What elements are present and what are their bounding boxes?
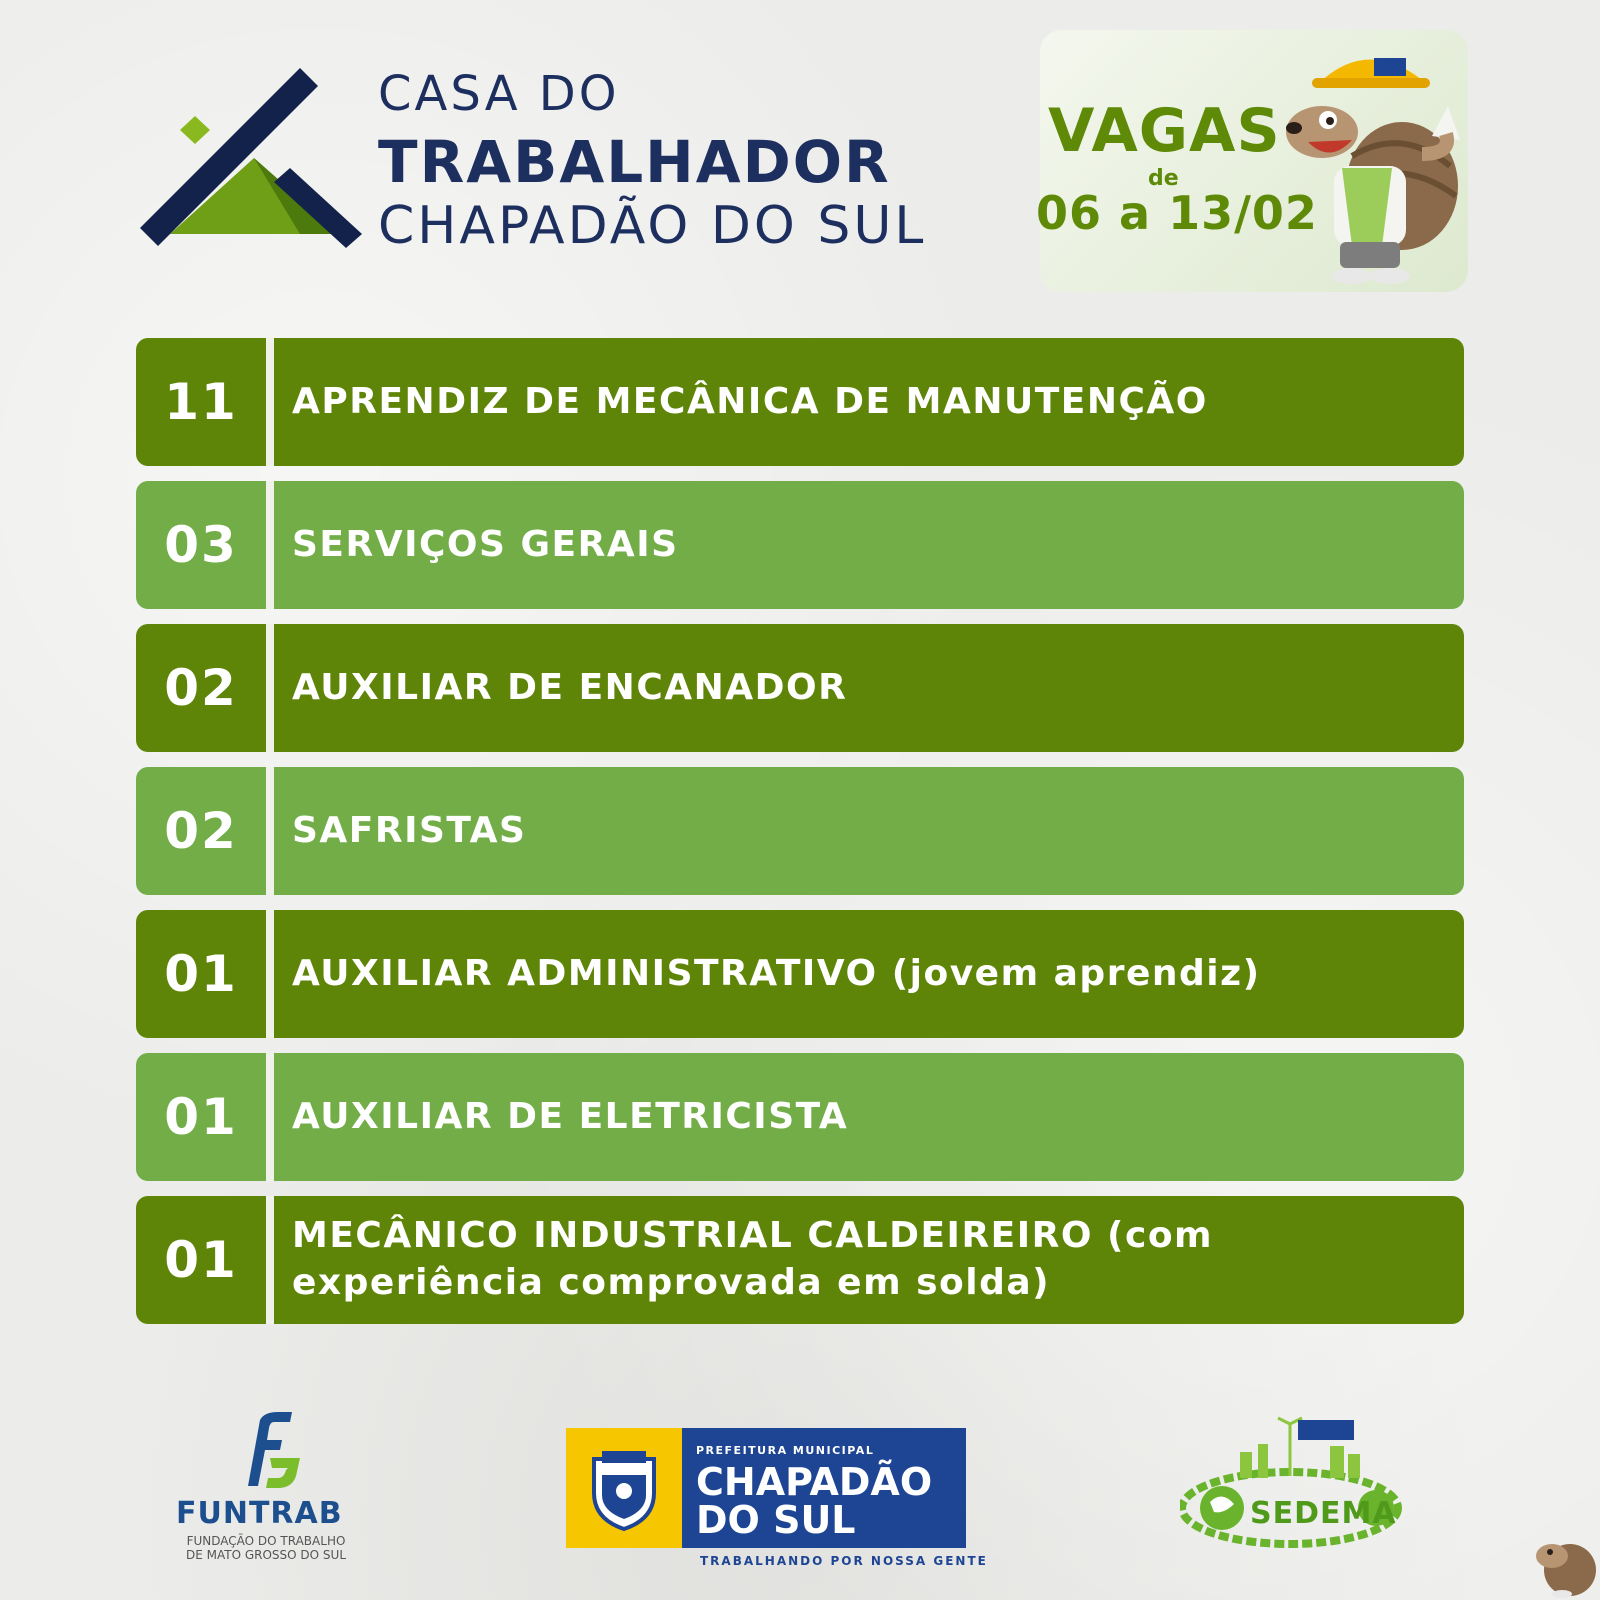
job-divider xyxy=(266,910,274,1038)
prefeitura-name-line2: DO SUL xyxy=(696,1498,856,1542)
job-row xyxy=(136,910,1464,1038)
sedema-logo-icon xyxy=(1180,1416,1430,1556)
municipal-crest-icon xyxy=(584,1445,664,1531)
job-divider xyxy=(266,338,274,466)
prefeitura-name-line1: CHAPADÃO xyxy=(696,1460,933,1504)
prefeitura-slogan: TRABALHANDO POR NOSSA GENTE xyxy=(700,1554,988,1568)
vagas-title: VAGAS xyxy=(1048,96,1281,166)
prefeitura-logo xyxy=(566,1428,966,1548)
armadillo-mascot-icon xyxy=(1282,36,1472,288)
job-list xyxy=(136,338,1464,1339)
armadillo-corner-icon xyxy=(1530,1520,1600,1600)
prefeitura-label: PREFEITURA MUNICIPAL xyxy=(696,1444,875,1457)
job-title: APRENDIZ DE MECÂNICA DE MANUTENÇÃO xyxy=(292,380,1208,422)
job-title-wrap xyxy=(274,624,1464,752)
funtrab-logo-icon xyxy=(226,1410,306,1490)
job-quantity: 02 xyxy=(164,659,238,717)
job-title: SAFRISTAS xyxy=(292,809,527,851)
job-title: MECÂNICO INDUSTRIAL CALDEIREIRO xyxy=(292,1215,1093,1257)
job-quantity: 11 xyxy=(164,373,238,431)
job-divider xyxy=(266,1053,274,1181)
prefeitura-crest-area xyxy=(566,1428,682,1548)
job-title: AUXILIAR DE ELETRICISTA xyxy=(292,1095,849,1137)
job-note: (jovem aprendiz) xyxy=(891,952,1261,994)
job-title-wrap xyxy=(274,910,1464,1038)
job-title-wrap xyxy=(274,481,1464,609)
job-quantity: 02 xyxy=(164,802,238,860)
job-quantity: 01 xyxy=(164,1231,238,1289)
job-row xyxy=(136,338,1464,466)
job-title-wrap xyxy=(274,1053,1464,1181)
job-divider xyxy=(266,624,274,752)
job-title-wrap xyxy=(274,1196,1464,1324)
funtrab-name: FUNTRAB xyxy=(176,1496,343,1531)
job-row xyxy=(136,1053,1464,1181)
funtrab-subtitle-line1: FUNDAÇÃO DO TRABALHO xyxy=(186,1534,346,1548)
job-title: AUXILIAR DE ENCANADOR xyxy=(292,666,848,708)
sedema-name: SEDEMA xyxy=(1250,1496,1397,1531)
vagas-de-label: de xyxy=(1148,166,1179,191)
job-row xyxy=(136,1196,1464,1324)
job-divider xyxy=(266,1196,274,1324)
job-row xyxy=(136,767,1464,895)
job-quantity: 01 xyxy=(164,945,238,1003)
job-title: SERVIÇOS GERAIS xyxy=(292,523,679,565)
vagas-date-range: 06 a 13/02 xyxy=(1036,186,1318,240)
casa-do-trabalhador-logo-icon xyxy=(140,68,380,248)
prefeitura-text xyxy=(682,1428,966,1548)
job-divider xyxy=(266,481,274,609)
job-row xyxy=(136,624,1464,752)
job-title: AUXILIAR ADMINISTRATIVO xyxy=(292,952,878,994)
job-title-wrap xyxy=(274,767,1464,895)
job-note: (com experiência comprovada em solda) xyxy=(292,1215,1214,1303)
funtrab-subtitle xyxy=(176,1534,356,1563)
brand-line-casa-do: CASA DO xyxy=(378,66,620,122)
job-quantity: 01 xyxy=(164,1088,238,1146)
brand-line-chapadao-do-sul: CHAPADÃO DO SUL xyxy=(378,196,927,256)
job-title-wrap xyxy=(274,338,1464,466)
funtrab-subtitle-line2: DE MATO GROSSO DO SUL xyxy=(185,1548,347,1563)
job-quantity: 03 xyxy=(164,516,238,574)
brand-line-trabalhador: TRABALHADOR xyxy=(378,128,891,196)
job-divider xyxy=(266,767,274,895)
job-row xyxy=(136,481,1464,609)
